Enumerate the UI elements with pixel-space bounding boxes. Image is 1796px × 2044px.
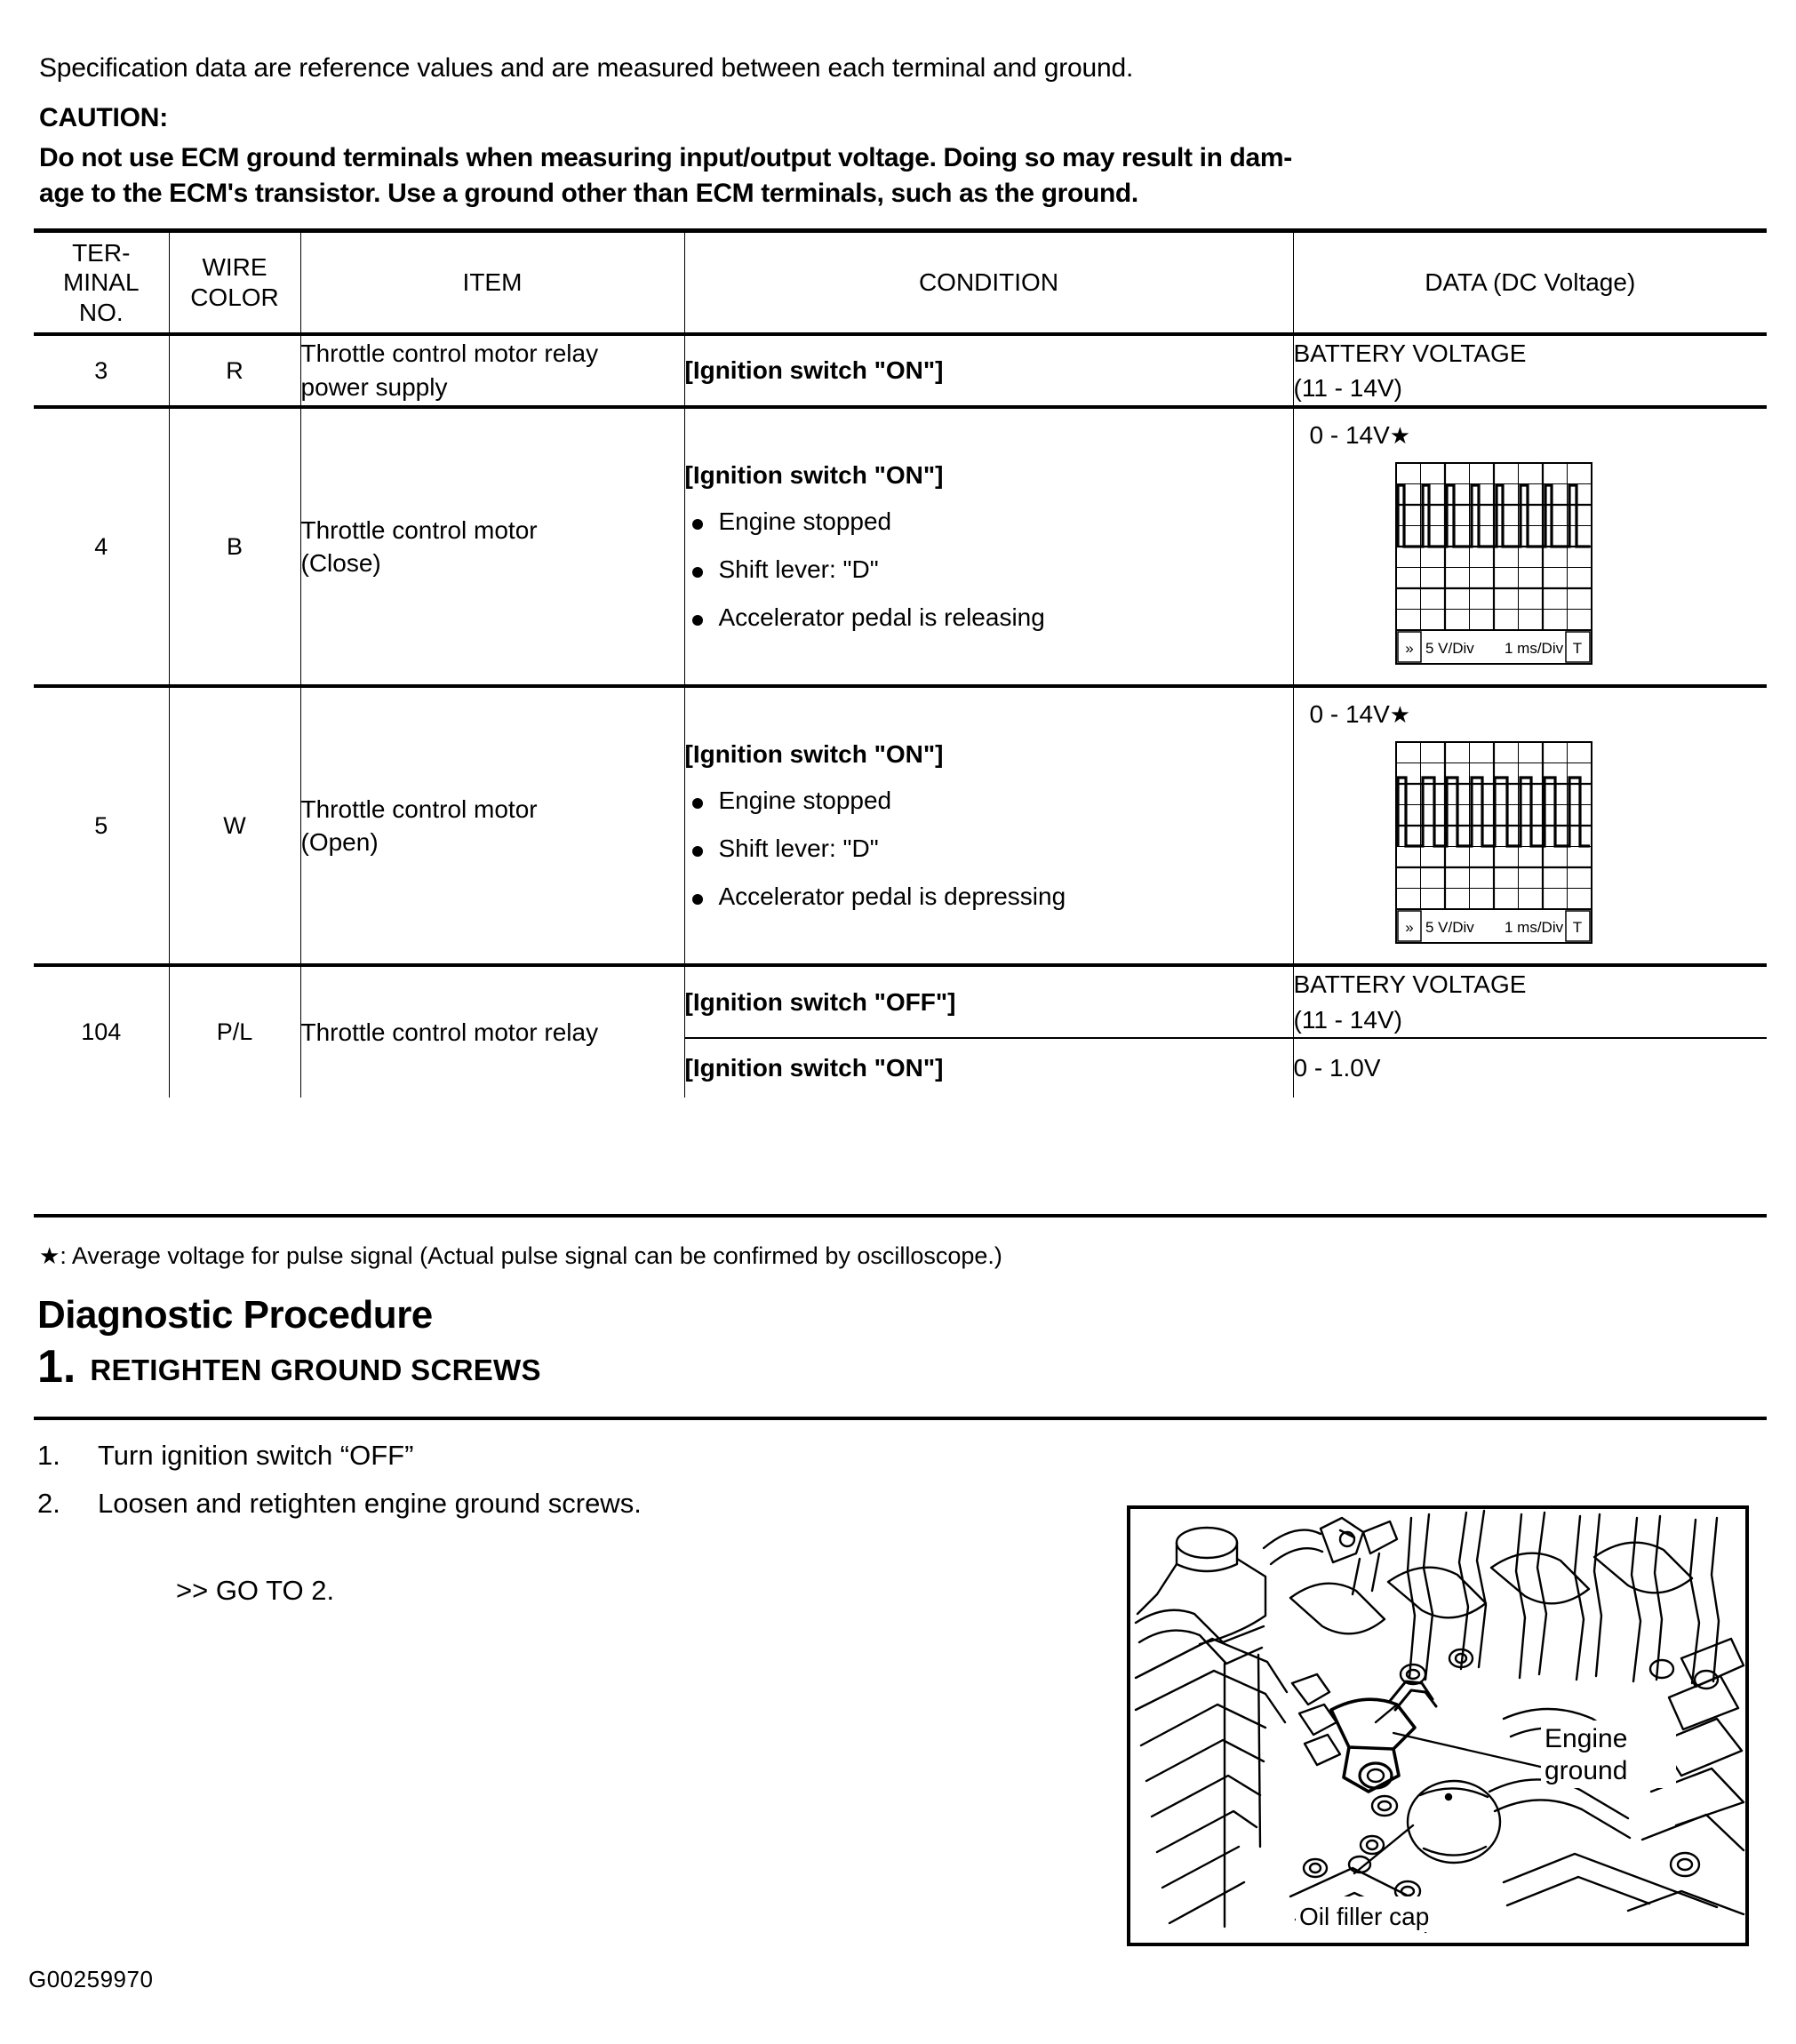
callout-engine-line2: ground [1545, 1756, 1628, 1785]
item-line: power supply [300, 373, 448, 402]
caution-label: CAUTION: [39, 103, 169, 132]
column-header-data: DATA (DC Voltage) [1293, 231, 1767, 335]
list-item: Accelerator pedal is depressing [685, 882, 1293, 911]
scope-voltage-label [1310, 700, 1752, 729]
footnote-text: : Average voltage for pulse signal (Actual pulse signal can be confirmed by oscilloscope.) [60, 1242, 1002, 1269]
star-icon: ★ [1389, 422, 1411, 450]
condition-bullet-list [685, 507, 1293, 632]
step-number-dot: . [62, 1341, 76, 1393]
cell-condition [684, 1038, 1293, 1098]
scope-voltage-range: 0 - 14V [1309, 421, 1390, 450]
specification-table [34, 228, 1767, 1098]
data-line: BATTERY VOLTAGE [1293, 339, 1527, 367]
condition-heading: [Ignition switch "ON"] [684, 1053, 944, 1082]
condition-heading: [Ignition switch "ON"] [684, 461, 944, 490]
list-item: Accelerator pedal is releasing [685, 603, 1293, 632]
callout-engine-line1: Engine [1545, 1724, 1628, 1753]
cell-data [1293, 1038, 1767, 1098]
scope-volts-div: 5 V/Div [1425, 919, 1474, 937]
cell-data [1293, 686, 1767, 965]
condition-bullet-list [685, 786, 1293, 911]
header-line: TER- [72, 238, 131, 267]
cell-wire-color: B [169, 407, 300, 686]
cell-data [1293, 965, 1767, 1037]
page-title: Diagnostic Procedure [37, 1293, 433, 1337]
caution-body [39, 140, 1763, 212]
cell-wire-color: R [169, 334, 300, 407]
step-item-text: Loosen and retighten engine ground screws. [98, 1488, 642, 1519]
step-list [37, 1440, 1086, 1536]
star-icon: ★ [1389, 701, 1411, 729]
oscilloscope-screen [1395, 462, 1592, 665]
header-line: WIRE [202, 253, 267, 282]
caution-line-1: Do not use ECM ground terminals when measuring input/output voltage. Doing so may result in dam- [39, 143, 1292, 172]
data-line: (11 - 14V) [1293, 1005, 1402, 1034]
scope-trigger-label: T [1572, 919, 1582, 937]
step-heading [37, 1341, 541, 1393]
scope-trigger-label: T [1572, 640, 1582, 658]
cell-terminal-no: 4 [34, 407, 169, 686]
step-number: 1 [37, 1341, 63, 1393]
step-item-number: 1. [37, 1440, 60, 1471]
cell-wire-color: W [169, 686, 300, 965]
item-line: (Close) [300, 549, 381, 578]
data-line: BATTERY VOLTAGE [1293, 970, 1527, 999]
list-item: Shift lever: "D" [685, 834, 1293, 863]
list-item: Shift lever: "D" [685, 555, 1293, 584]
intro-lead-text: Specification data are reference values and are measured between each terminal and ground. [39, 53, 1134, 83]
cell-wire-color: P/L [169, 965, 300, 1097]
goto-instruction: >> GO TO 2. [176, 1575, 335, 1606]
condition-heading: [Ignition switch "ON"] [684, 740, 944, 769]
oscilloscope-block [1294, 409, 1768, 684]
oscilloscope-screen [1395, 741, 1592, 944]
step-item-text: Turn ignition switch “OFF” [98, 1440, 414, 1471]
list-item: Engine stopped [685, 786, 1293, 815]
footnote [39, 1242, 1002, 1270]
condition-heading: [Ignition switch "ON"] [684, 356, 944, 385]
scope-waveform-svg [1395, 741, 1592, 944]
step-item-number: 2. [37, 1488, 60, 1519]
table-row [34, 686, 1767, 965]
scope-voltage-label [1310, 421, 1752, 450]
column-header-item: ITEM [300, 231, 684, 335]
scope-time-div: 1 ms/Div [1504, 640, 1563, 658]
column-header-terminal-no [34, 231, 169, 335]
header-line: MINAL [62, 268, 140, 297]
step-title: RETIGHTEN GROUND SCREWS [90, 1353, 541, 1386]
caution-line-2: age to the ECM's transistor. Use a ground other than ECM terminals, such as the ground. [39, 178, 1138, 208]
scope-arrow-icon: » [1404, 919, 1414, 937]
item-line: Throttle control motor [300, 794, 538, 823]
callout-oil-filler-cap: Oil filler cap [1299, 1903, 1430, 1930]
cell-condition [684, 334, 1293, 407]
item-line: (Open) [300, 828, 379, 857]
table-bottom-rule [34, 1214, 1767, 1218]
star-icon: ★ [39, 1242, 60, 1269]
item-line: Throttle control motor [300, 515, 538, 544]
scope-voltage-range: 0 - 14V [1309, 700, 1390, 729]
table-row [34, 965, 1767, 1037]
engine-ground-illustration [1127, 1505, 1749, 1946]
table-row [34, 334, 1767, 407]
reference-code: G00259970 [28, 1966, 154, 1992]
cell-terminal-no: 5 [34, 686, 169, 965]
oscilloscope-block [1294, 688, 1768, 963]
scope-arrow-icon: » [1404, 640, 1414, 658]
cell-item [300, 334, 684, 407]
cell-terminal-no: 104 [34, 965, 169, 1097]
scope-waveform-svg [1395, 462, 1592, 665]
engine-line-drawing [1130, 1509, 1745, 1943]
step-divider-rule [34, 1417, 1767, 1420]
cell-data [1293, 334, 1767, 407]
cell-data [1293, 407, 1767, 686]
cell-terminal-no: 3 [34, 334, 169, 407]
item-line: Throttle control motor relay [300, 1018, 599, 1046]
header-line: NO. [78, 298, 124, 326]
data-line: 0 - 1.0V [1293, 1054, 1381, 1082]
list-item [37, 1488, 1086, 1520]
cell-item [300, 407, 684, 686]
cell-item [300, 965, 684, 1097]
item-line: Throttle control motor relay [300, 339, 599, 368]
scope-time-div: 1 ms/Div [1504, 919, 1563, 937]
scope-volts-div: 5 V/Div [1425, 640, 1474, 658]
cell-condition [684, 407, 1293, 686]
cell-condition [684, 965, 1293, 1037]
header-line: COLOR [190, 283, 279, 311]
table-row [34, 407, 1767, 686]
column-header-condition: CONDITION [684, 231, 1293, 335]
list-item: Engine stopped [685, 507, 1293, 536]
column-header-wire-color [169, 231, 300, 335]
list-item [37, 1440, 1086, 1472]
condition-heading: [Ignition switch "OFF"] [684, 987, 956, 1016]
cell-condition [684, 686, 1293, 965]
cell-item [300, 686, 684, 965]
table-header-row [34, 231, 1767, 335]
data-line: (11 - 14V) [1293, 374, 1402, 403]
